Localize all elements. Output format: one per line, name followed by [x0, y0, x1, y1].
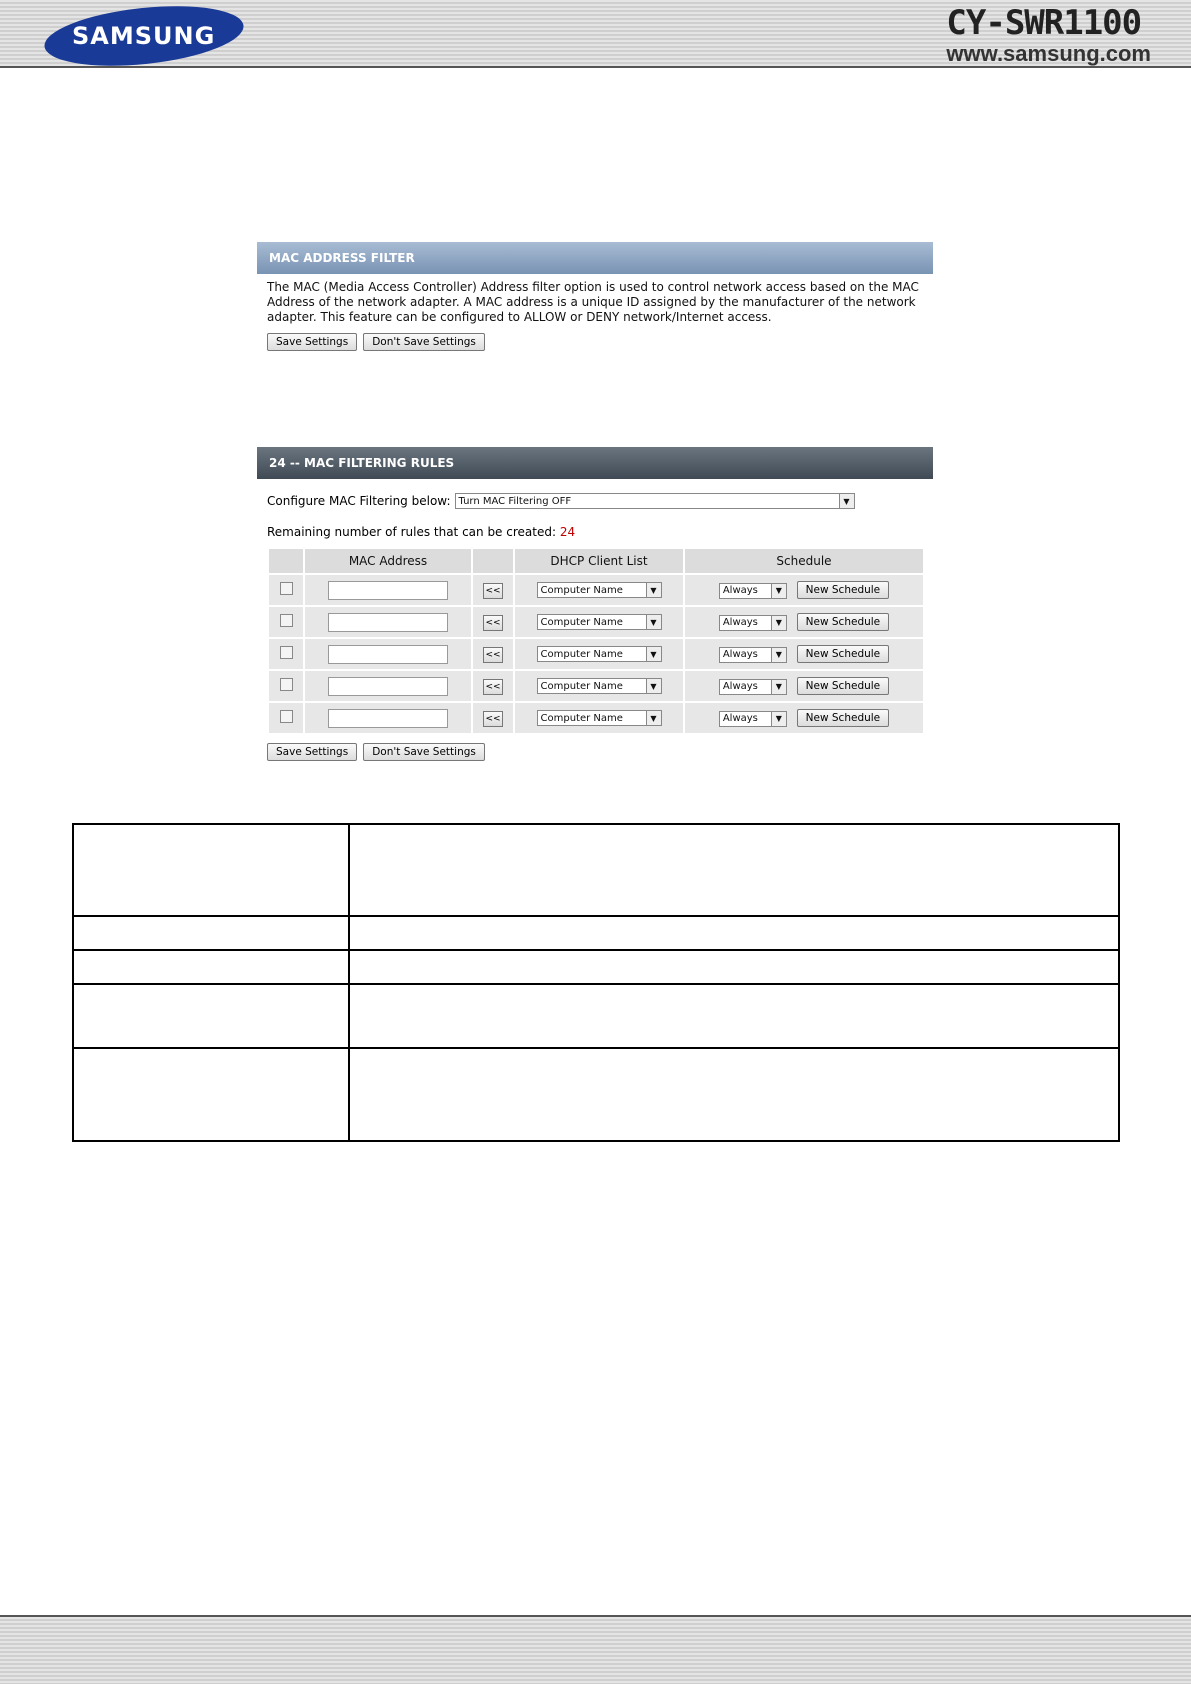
header-divider: [0, 66, 1191, 68]
configure-label: Configure MAC Filtering below:: [267, 494, 451, 508]
table-row: [269, 703, 923, 733]
select-value: Computer Name: [540, 616, 623, 628]
chevron-down-icon[interactable]: ▼: [646, 647, 661, 661]
mac-address-input[interactable]: [328, 709, 448, 728]
copy-mac-button[interactable]: <<: [483, 615, 503, 631]
select-value: Always: [722, 713, 758, 724]
new-schedule-button[interactable]: New Schedule: [797, 645, 890, 663]
page-footer: [0, 1617, 1191, 1684]
dhcp-client-select[interactable]: [537, 710, 662, 726]
chevron-down-icon[interactable]: ▼: [646, 711, 661, 725]
panel-title: 24 -- MAC FILTERING RULES: [257, 447, 933, 479]
logo-text: SAMSUNG: [72, 22, 216, 50]
dhcp-client-select[interactable]: [537, 614, 662, 630]
samsung-logo: [42, 0, 247, 74]
schedule-select[interactable]: [719, 615, 787, 631]
rule-enable-checkbox[interactable]: [280, 646, 293, 659]
mac-filtering-rules-panel: [257, 447, 933, 761]
table-row-divider: [74, 915, 1118, 917]
table-row: [269, 607, 923, 637]
schedule-column-header: Schedule: [685, 549, 923, 573]
mac-address-input[interactable]: [328, 581, 448, 600]
rule-enable-checkbox[interactable]: [280, 582, 293, 595]
mac-address-filter-panel: [257, 242, 933, 351]
select-value: Computer Name: [540, 680, 623, 692]
configure-row: [257, 479, 933, 509]
dhcp-client-column-header: DHCP Client List: [515, 549, 683, 573]
select-value: Always: [722, 617, 758, 628]
remaining-rules-text: [257, 509, 933, 539]
description-table: [72, 823, 1120, 1142]
copy-mac-button[interactable]: <<: [483, 711, 503, 727]
rule-enable-checkbox[interactable]: [280, 710, 293, 723]
panel-description: The MAC (Media Access Controller) Address filter option is used to control network access based on the MAC Address of the network adapter. A MAC address is a unique ID assigned by the manufacturer of the network adapter. This feature can be configured to ALLOW or DENY network/Internet access.: [267, 280, 919, 324]
chevron-down-icon[interactable]: ▼: [839, 494, 854, 508]
table-row-divider: [74, 983, 1118, 985]
copy-mac-button[interactable]: <<: [483, 679, 503, 695]
schedule-select[interactable]: [719, 711, 787, 727]
model-block: [946, 4, 1151, 66]
checkbox-column-header: [269, 549, 303, 573]
chevron-down-icon[interactable]: ▼: [771, 680, 786, 694]
select-value: Computer Name: [540, 584, 623, 596]
rules-table: [267, 547, 925, 735]
page-header: [0, 0, 1191, 66]
button-row: [257, 735, 933, 761]
website-text: www.samsung.com: [946, 41, 1151, 66]
new-schedule-button[interactable]: New Schedule: [797, 613, 890, 631]
rule-enable-checkbox[interactable]: [280, 614, 293, 627]
mac-address-column-header: MAC Address: [305, 549, 471, 573]
schedule-select[interactable]: [719, 647, 787, 663]
button-row: [257, 325, 933, 351]
new-schedule-button[interactable]: New Schedule: [797, 677, 890, 695]
copy-column-header: [473, 549, 513, 573]
panel-title: MAC ADDRESS FILTER: [257, 242, 933, 274]
chevron-down-icon[interactable]: ▼: [771, 616, 786, 630]
chevron-down-icon[interactable]: ▼: [646, 583, 661, 597]
chevron-down-icon[interactable]: ▼: [646, 615, 661, 629]
new-schedule-button[interactable]: New Schedule: [797, 581, 890, 599]
copy-mac-button[interactable]: <<: [483, 583, 503, 599]
copy-mac-button[interactable]: <<: [483, 647, 503, 663]
select-value: Always: [722, 649, 758, 660]
table-row: [269, 639, 923, 669]
chevron-down-icon[interactable]: ▼: [771, 712, 786, 726]
chevron-down-icon[interactable]: ▼: [771, 648, 786, 662]
mac-address-input[interactable]: [328, 677, 448, 696]
schedule-select[interactable]: [719, 679, 787, 695]
table-header-row: [269, 549, 923, 573]
select-value: Computer Name: [540, 712, 623, 724]
select-value: Always: [722, 585, 758, 596]
new-schedule-button[interactable]: New Schedule: [797, 709, 890, 727]
remaining-label: Remaining number of rules that can be created:: [267, 525, 557, 539]
dhcp-client-select[interactable]: [537, 582, 662, 598]
select-value: Computer Name: [540, 648, 623, 660]
dont-save-settings-button[interactable]: Don't Save Settings: [363, 743, 485, 761]
mac-filtering-mode-select[interactable]: [455, 493, 855, 509]
chevron-down-icon[interactable]: ▼: [771, 584, 786, 598]
remaining-count: 24: [559, 525, 576, 539]
save-settings-button[interactable]: Save Settings: [267, 333, 357, 351]
table-row-divider: [74, 949, 1118, 951]
dhcp-client-select[interactable]: [537, 678, 662, 694]
save-settings-button[interactable]: Save Settings: [267, 743, 357, 761]
mac-address-input[interactable]: [328, 645, 448, 664]
rule-enable-checkbox[interactable]: [280, 678, 293, 691]
dhcp-client-select[interactable]: [537, 646, 662, 662]
table-row: [269, 575, 923, 605]
table-row-divider: [74, 1047, 1118, 1049]
table-row: [269, 671, 923, 701]
select-value: Always: [722, 681, 758, 692]
model-number: CY-SWR1100: [946, 3, 1142, 43]
chevron-down-icon[interactable]: ▼: [646, 679, 661, 693]
dont-save-settings-button[interactable]: Don't Save Settings: [363, 333, 485, 351]
schedule-select[interactable]: [719, 583, 787, 599]
mac-address-input[interactable]: [328, 613, 448, 632]
select-value: Turn MAC Filtering OFF: [458, 495, 572, 507]
